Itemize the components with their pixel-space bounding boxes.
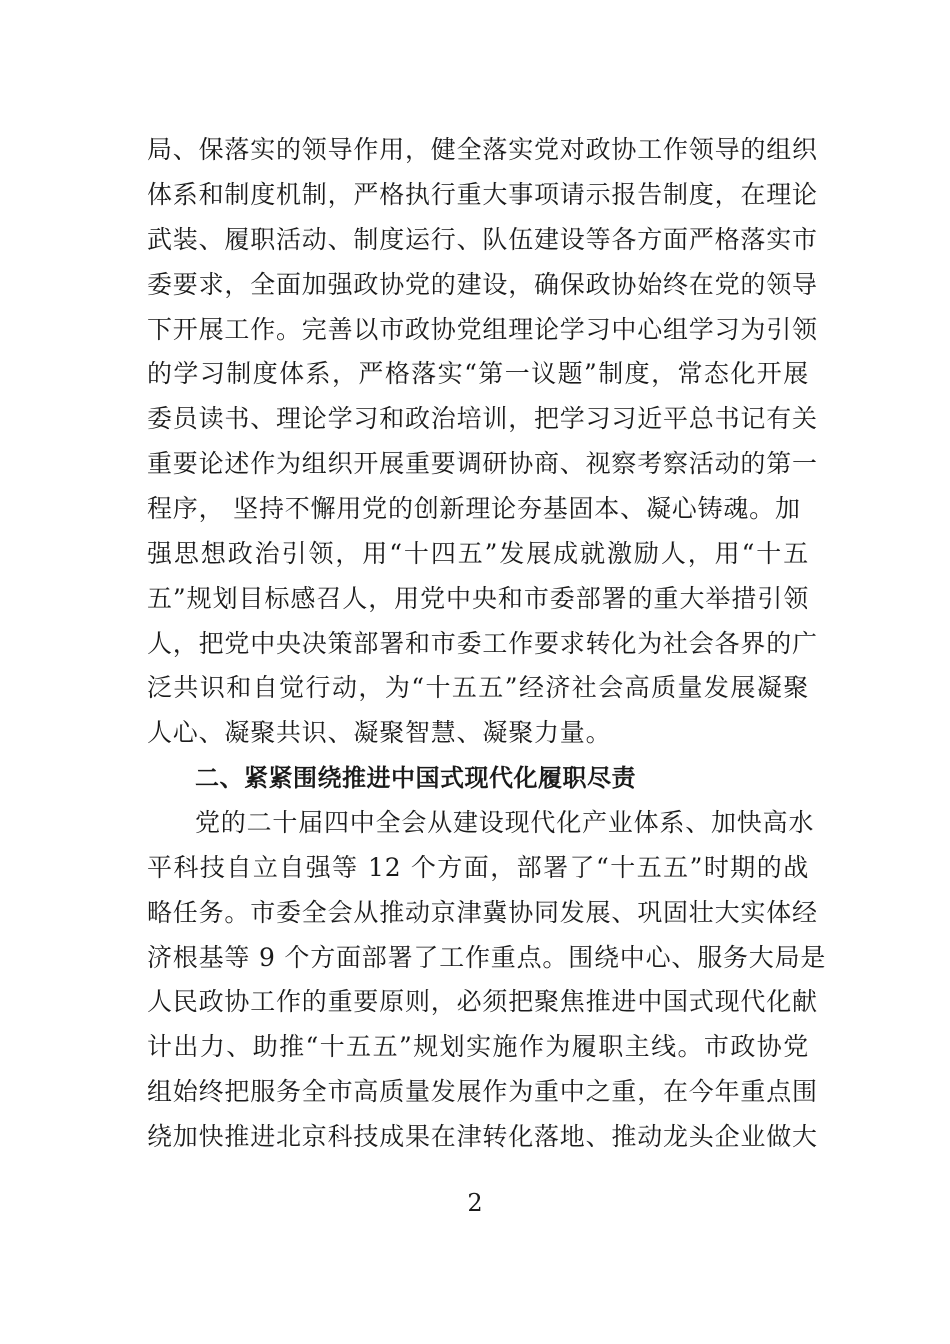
paragraph-1-line-11: 五”规划目标感召人，用党中央和市委部署的重大举措引领 — [147, 584, 809, 613]
paragraph-1-line-3: 武装、履职活动、制度运行、队伍建设等各方面严格落实市 — [147, 225, 818, 254]
paragraph-2-line-1: 党的二十届四中全会从建设现代化产业体系、加快高水 — [195, 808, 815, 837]
paragraph-1-line-9: 程序， 坚持不懈用党的创新理论夯基固本、凝心铸魂。加 — [147, 494, 801, 523]
paragraph-2-line-4: 济根基等 9 个方面部署了工作重点。围绕中心、服务大局是 — [147, 943, 827, 972]
paragraph-1-line-6: 的学习制度体系，严格落实“第一议题”制度，常态化开展 — [147, 359, 809, 388]
paragraph-1-line-5: 下开展工作。完善以市政协党组理论学习中心组学习为引领 — [147, 315, 818, 344]
paragraph-1-line-4: 委要求，全面加强政协党的建设，确保政协始终在党的领导 — [147, 270, 818, 299]
page-number: 2 — [467, 1189, 483, 1217]
paragraph-1-line-8: 重要论述作为组织开展重要调研协商、视察考察活动的第一 — [147, 449, 818, 478]
paragraph-2-line-6: 计出力、助推“十五五”规划实施作为履职主线。市政协党 — [147, 1032, 809, 1061]
paragraph-1-line-2: 体系和制度机制，严格执行重大事项请示报告制度，在理论 — [147, 180, 818, 209]
paragraph-1-line-13: 泛共识和自觉行动，为“十五五”经济社会高质量发展凝聚 — [147, 673, 809, 702]
paragraph-2-line-3: 略任务。市委全会从推动京津冀协同发展、巩固壮大实体经 — [147, 898, 818, 927]
paragraph-1-line-12: 人，把党中央决策部署和市委工作要求转化为社会各界的广 — [147, 629, 818, 658]
paragraph-1-line-1: 局、保落实的领导作用，健全落实党对政协工作领导的组织 — [147, 135, 818, 164]
paragraph-2-line-5: 人民政协工作的重要原则，必须把聚焦推进中国式现代化献 — [147, 987, 818, 1016]
paragraph-2-line-2: 平科技自立自强等 12 个方面，部署了“十五五”时期的战 — [147, 853, 809, 882]
paragraph-1-line-14: 人心、凝聚共识、凝聚智慧、凝聚力量。 — [147, 718, 612, 747]
paragraph-2-line-7: 组始终把服务全市高质量发展作为重中之重，在今年重点围 — [147, 1077, 818, 1106]
paragraph-1-line-7: 委员读书、理论学习和政治培训，把学习习近平总书记有关 — [147, 404, 818, 433]
paragraph-1-line-10: 强思想政治引领，用“十四五”发展成就激励人，用“十五 — [147, 539, 809, 568]
section-heading: 二、紧紧围绕推进中国式现代化履职尽责 — [195, 764, 636, 792]
paragraph-2-line-8: 绕加快推进北京科技成果在津转化落地、推动龙头企业做大 — [147, 1122, 818, 1151]
